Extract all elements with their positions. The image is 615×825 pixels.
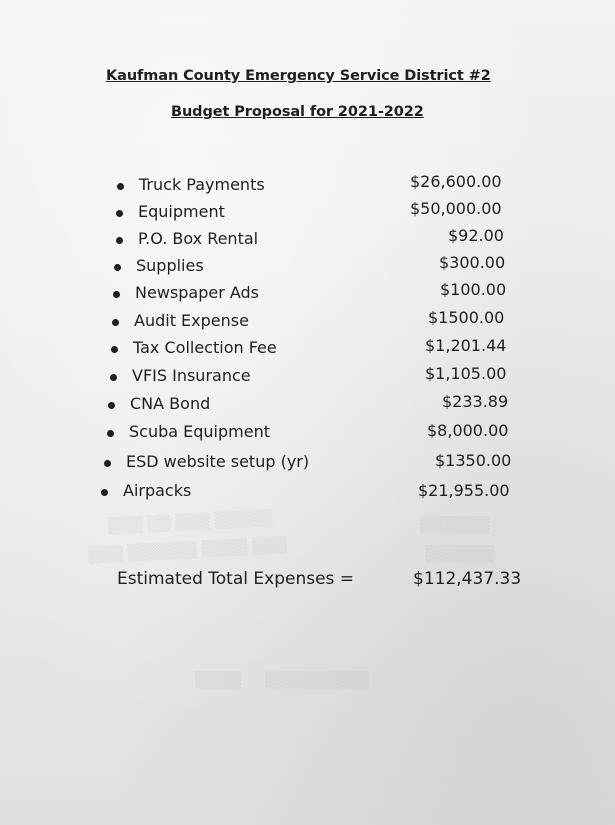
total-value: $112,437.33 [413, 569, 522, 589]
bleed-through: ▒▒▒▒ ▒▒▒▒▒▒▒▒▒ [195, 671, 369, 689]
item-amount: $1,201.44 [425, 336, 507, 355]
item-amount: $300.00 [439, 253, 506, 272]
item-label: Audit Expense [134, 311, 249, 330]
item-label: Tax Collection Fee [133, 338, 277, 357]
item-label: Equipment [138, 202, 225, 221]
bullet-icon [110, 374, 117, 381]
item-label: Supplies [136, 256, 204, 275]
item-amount: $100.00 [440, 280, 507, 299]
bullet-icon [114, 264, 121, 271]
bullet-icon [107, 430, 114, 437]
item-amount: $92.00 [448, 226, 504, 245]
item-amount: $50,000.00 [410, 199, 502, 218]
item-label: CNA Bond [130, 394, 211, 413]
bleed-through: ▒▒▒▒▒▒ [420, 516, 490, 534]
bullet-icon [116, 210, 123, 217]
item-amount: $8,000.00 [427, 421, 509, 440]
bullet-icon [116, 237, 123, 244]
bleed-through: ▒▒▒▒▒▒ [425, 545, 495, 563]
item-label: P.O. Box Rental [138, 229, 259, 248]
item-amount: $1,105.00 [425, 364, 507, 383]
item-label: VFIS Insurance [132, 366, 251, 385]
item-label: Airpacks [123, 481, 192, 500]
total-label: Estimated Total Expenses = [117, 569, 355, 589]
bullet-icon [111, 346, 118, 353]
item-amount: $1500.00 [428, 308, 505, 327]
item-label: Scuba Equipment [129, 422, 270, 441]
item-amount: $233.89 [442, 392, 509, 411]
bullet-icon [101, 489, 108, 496]
item-amount: $21,955.00 [418, 481, 510, 500]
bullet-icon [108, 402, 115, 409]
item-label: Truck Payments [139, 175, 265, 194]
item-amount: $1350.00 [435, 451, 512, 470]
item-label: Newspaper Ads [135, 283, 260, 302]
document-title: Kaufman County Emergency Service District #2 [106, 68, 491, 84]
bullet-icon [104, 460, 111, 467]
item-label: ESD website setup (yr) [126, 452, 310, 471]
bleed-through: ▒▒▒ ▒▒ ▒▒▒ ▒▒▒▒▒ [107, 508, 273, 536]
document-subtitle: Budget Proposal for 2021-2022 [171, 104, 424, 120]
item-amount: $26,600.00 [410, 172, 502, 191]
bullet-icon [117, 183, 124, 190]
bullet-icon [113, 291, 120, 298]
bleed-through: ▒▒▒ ▒▒▒▒▒▒ ▒▒▒▒ ▒▒▒ [87, 535, 288, 565]
bullet-icon [112, 319, 119, 326]
